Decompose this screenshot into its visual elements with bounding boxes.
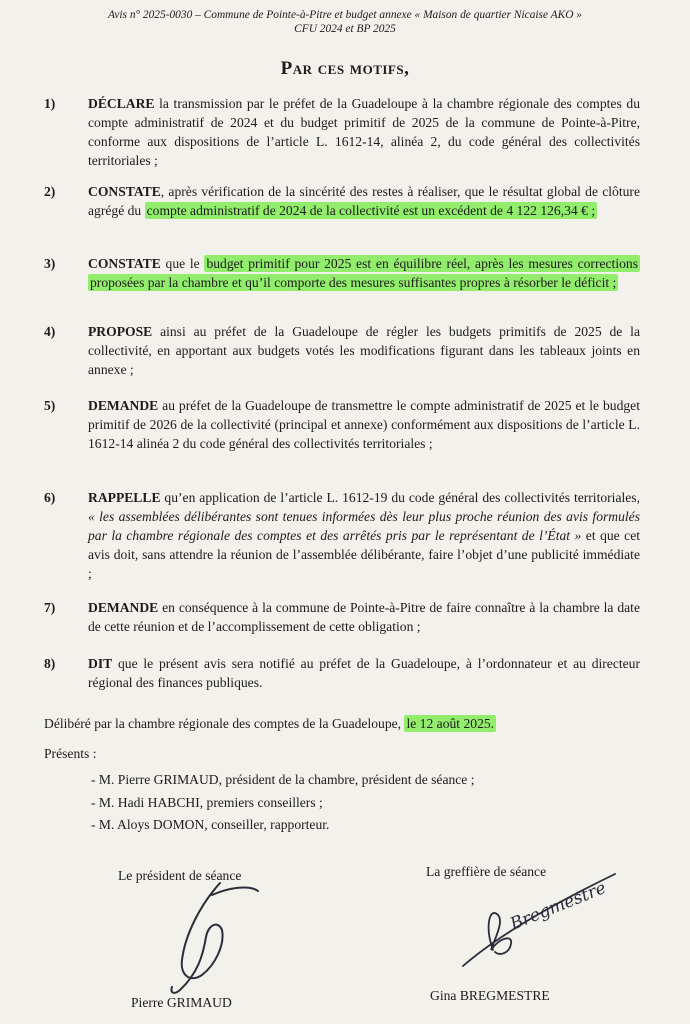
item-body: la transmission par le préfet de la Guadeloupe à la chambre régionale des comptes du compte administratif de 2024 et du budget primitif de 2025 de la commune de Pointe-à-Pitre, conforme aux dispositions de l’article L. 1612-14, alinéa 2, du code général des collectivités territoriales ;	[88, 96, 640, 168]
item-number: 5)	[44, 398, 56, 413]
item-body: au préfet de la Guadeloupe de transmettre le compte administratif de 2025 et le budget primitif de 2026 de la collectivité (principal et annexe) conformément aux dispositions de l’article L. 1612-14 alinéa 2 du code général des collectivités territoriales ;	[88, 398, 640, 451]
deliberation-date: le 12 août 2025.	[406, 716, 495, 731]
member-line: - M. Hadi HABCHI, premiers conseillers ;	[91, 795, 323, 810]
clerk-signature-text: Bregmestre	[507, 878, 609, 935]
item-keyword: DEMANDE	[88, 398, 159, 413]
item-number: 8)	[44, 656, 56, 671]
right-signatory-label: La greffière de séance	[426, 864, 547, 879]
president-signature	[160, 875, 270, 1000]
item-body: que le présent avis sera notifié au préfet de la Guadeloupe, à l’ordonnateur et au directeur régional des finances publiques.	[88, 656, 640, 690]
item-text	[88, 322, 640, 379]
item-body: , après vérification de la sincérité des restes à réaliser, que le résultat global de clôture agrégé du	[88, 184, 640, 218]
item-keyword: DEMANDE	[88, 600, 159, 615]
item-text	[88, 94, 640, 170]
quotation: « les assemblées délibérantes sont tenues informées dès leur plus proche réunion des avis formulés par la chambre régionale des comptes et des arrêtés pris par le représentant de l’État »	[88, 509, 640, 543]
item-number: 2)	[44, 184, 56, 199]
item-body: en conséquence à la commune de Pointe-à-Pitre de faire connaître à la chambre la date de cette réunion et de l’accomplissement de cette obligation ;	[88, 600, 640, 634]
left-signatory-label: Le président de séance	[118, 868, 242, 883]
right-signatory-name: Gina BREGMESTRE	[430, 988, 550, 1003]
item-keyword: RAPPELLE	[88, 490, 161, 505]
item-body: que le	[160, 256, 205, 271]
section-title: Par ces motifs,	[280, 58, 410, 79]
presents-label: Présents :	[44, 746, 97, 761]
member-line: - M. Aloys DOMON, conseiller, rapporteur.	[91, 817, 330, 832]
item-keyword: CONSTATE	[88, 256, 161, 271]
member-line: - M. Pierre GRIMAUD, président de la chambre, président de séance ;	[91, 772, 475, 787]
deliberation-text: Délibéré par la chambre régionale des comptes de la Guadeloupe,	[44, 716, 405, 731]
item-keyword: DÉCLARE	[88, 96, 155, 111]
item-text	[88, 598, 640, 636]
item-text	[88, 654, 640, 692]
left-signatory-name: Pierre GRIMAUD	[131, 995, 232, 1010]
item-body-end: et que cet avis doit, sans attendre la réunion de l’assemblée délibérante, faire l’objet d’une publicité immédiate ;	[88, 528, 641, 581]
highlighted-text: budget primitif pour 2025 est en équilibre réel, après les mesures corrections proposées par la chambre et qu’il comporte des mesures suffisantes propres à résorber le déficit ;	[90, 256, 638, 290]
item-keyword: DIT	[88, 656, 113, 671]
item-number: 7)	[44, 600, 56, 615]
item-text	[88, 254, 640, 292]
item-keyword: PROPOSE	[88, 324, 153, 339]
highlighted-text: compte administratif de 2024 de la collectivité est un excédent de 4 122 126,34 € ;	[146, 203, 596, 218]
item-text	[88, 182, 640, 220]
header-reference: Avis n° 2025-0030 – Commune de Pointe-à-Pitre et budget annexe « Maison de quartier Nicaise AKO »	[107, 9, 583, 21]
deliberation-line	[44, 714, 644, 733]
header-subtitle: CFU 2024 et BP 2025	[294, 23, 396, 35]
item-number: 4)	[44, 324, 56, 339]
item-number: 6)	[44, 490, 56, 505]
item-body: ainsi au préfet de la Guadeloupe de régler les budgets primitifs de 2025 de la collectivité, en apportant aux budgets votés les modifications figurant dans les tableaux joints en annexe ;	[88, 324, 640, 377]
item-number: 3)	[44, 256, 56, 271]
item-body: qu’en application de l’article L. 1612-19 du code général des collectivités territoriales,	[160, 490, 640, 505]
item-text	[88, 396, 640, 453]
item-number: 1)	[44, 96, 56, 111]
item-text	[88, 488, 640, 583]
clerk-signature	[455, 868, 635, 978]
item-keyword: CONSTATE	[88, 184, 161, 199]
